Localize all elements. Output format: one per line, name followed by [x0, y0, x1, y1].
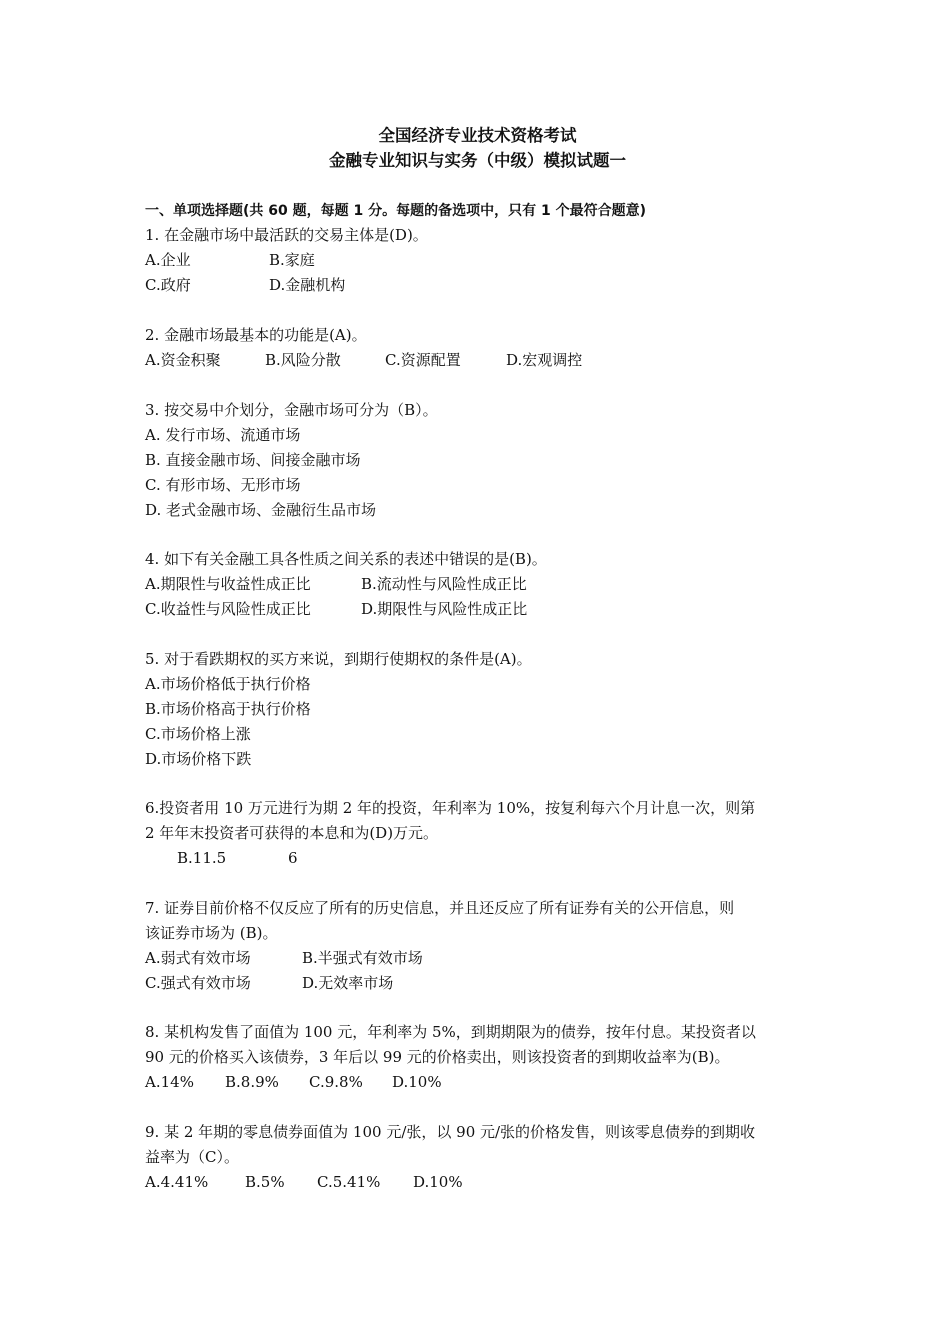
question-stem-continued: 益率为（C）。 — [145, 1148, 239, 1166]
option-c: C.市场价格上涨 — [145, 725, 251, 743]
option-c: C.5.41% — [317, 1173, 381, 1191]
option-d: D.无效率市场 — [302, 974, 394, 992]
option-fragment: 6 — [288, 849, 298, 867]
option-b: B.8.9% — [225, 1073, 279, 1091]
option-d: D. 老式金融市场、金融衍生品市场 — [145, 501, 377, 519]
option-a: A.资金积聚 — [145, 351, 221, 369]
section-heading: 一、单项选择题(共 60 题，每题 1 分。每题的备选项中，只有 1 个最符合题意) — [145, 203, 647, 219]
question-stem: 7. 证券目前价格不仅反应了所有的历史信息，并且还反应了所有证券有关的公开信息，则 — [145, 899, 735, 917]
option-b: B.11.5 — [177, 849, 227, 867]
question-stem: 5. 对于看跌期权的买方来说，到期行使期权的条件是(A)。 — [145, 650, 532, 668]
question-stem: 6.投资者用 10 万元进行为期 2 年的投资，年利率为 10%，按复利每六个月计息一次，则第 — [145, 799, 756, 817]
option-d: D.期限性与风险性成正比 — [361, 600, 528, 618]
option-b: B. 直接金融市场、间接金融市场 — [145, 451, 361, 469]
option-b: B.市场价格高于执行价格 — [145, 700, 311, 718]
option-b: B.风险分散 — [265, 351, 341, 369]
option-a: A.14% — [145, 1073, 194, 1091]
option-a: A.市场价格低于执行价格 — [145, 675, 311, 693]
option-c: C.资源配置 — [385, 351, 461, 369]
option-a: A. 发行市场、流通市场 — [145, 426, 301, 444]
option-d: D.金融机构 — [269, 276, 346, 294]
option-a: A.企业 — [145, 251, 191, 269]
question-stem-continued: 2 年年末投资者可获得的本息和为(D)万元。 — [145, 824, 439, 842]
question-stem: 3. 按交易中介划分，金融市场可分为（B）。 — [145, 401, 438, 419]
option-c: C.收益性与风险性成正比 — [145, 600, 311, 618]
option-b: B.半强式有效市场 — [302, 949, 423, 967]
option-d: D.10% — [392, 1073, 442, 1091]
exam-subtitle: 金融专业知识与实务（中级）模拟试题一 — [329, 151, 626, 170]
question-stem-continued: 90 元的价格买入该债券，3 年后以 99 元的价格卖出，则该投资者的到期收益率为(B)。 — [145, 1048, 730, 1066]
option-d: D.宏观调控 — [506, 351, 583, 369]
question-stem-continued: 该证券市场为 (B)。 — [145, 924, 278, 942]
option-b: B.流动性与风险性成正比 — [361, 575, 527, 593]
question-stem: 2. 金融市场最基本的功能是(A)。 — [145, 326, 367, 344]
question-stem: 8. 某机构发售了面值为 100 元，年利率为 5%，到期期限为的债券，按年付息。某投资者以 — [145, 1023, 756, 1041]
option-c: C. 有形市场、无形市场 — [145, 476, 301, 494]
option-c: C.强式有效市场 — [145, 974, 251, 992]
option-b: B.5% — [245, 1173, 285, 1191]
option-a: A.4.41% — [145, 1173, 209, 1191]
option-c: C.9.8% — [309, 1073, 363, 1091]
option-d: D.市场价格下跌 — [145, 750, 252, 768]
option-a: A.期限性与收益性成正比 — [145, 575, 311, 593]
option-d: D.10% — [413, 1173, 463, 1191]
question-stem: 9. 某 2 年期的零息债券面值为 100 元/张，以 90 元/张的价格发售，则该零息债券的到期收 — [145, 1123, 756, 1141]
option-c: C.政府 — [145, 276, 191, 294]
question-stem: 4. 如下有关金融工具各性质之间关系的表述中错误的是(B)。 — [145, 550, 547, 568]
question-stem: 1. 在金融市场中最活跃的交易主体是(D)。 — [145, 226, 428, 244]
option-a: A.弱式有效市场 — [145, 949, 251, 967]
option-b: B.家庭 — [269, 251, 315, 269]
exam-title: 全国经济专业技术资格考试 — [378, 126, 577, 145]
